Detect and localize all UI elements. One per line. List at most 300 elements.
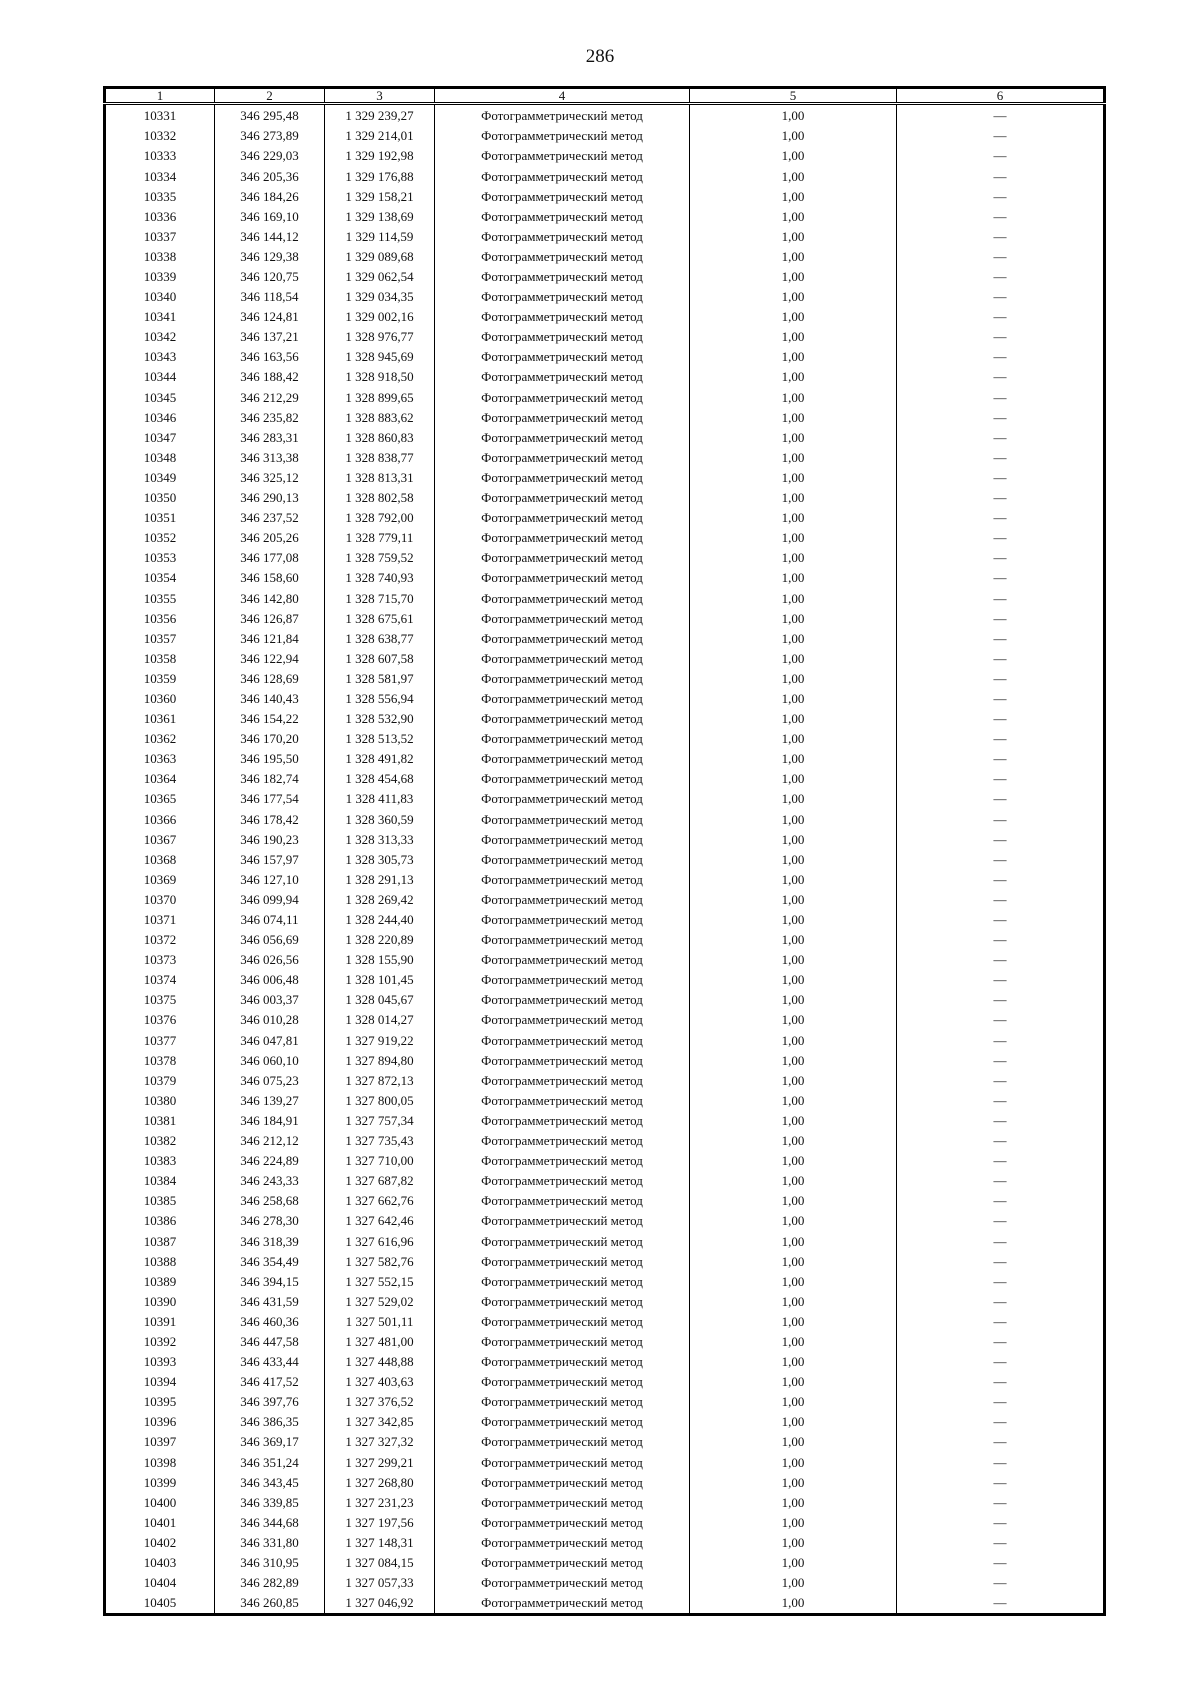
method-cell: Фотограмметрический метод xyxy=(435,890,690,910)
y-coordinate-cell: 1 328 715,70 xyxy=(325,588,435,608)
description-cell: — xyxy=(897,849,1105,869)
accuracy-cell: 1,00 xyxy=(690,1111,897,1131)
y-coordinate-cell: 1 328 607,58 xyxy=(325,649,435,669)
y-coordinate-cell: 1 328 360,59 xyxy=(325,809,435,829)
y-coordinate-cell: 1 328 945,69 xyxy=(325,347,435,367)
y-coordinate-cell: 1 329 176,88 xyxy=(325,166,435,186)
x-coordinate-cell: 346 006,48 xyxy=(215,970,325,990)
accuracy-cell: 1,00 xyxy=(690,508,897,528)
table-row xyxy=(105,448,1105,468)
table-row xyxy=(105,930,1105,950)
accuracy-cell: 1,00 xyxy=(690,1191,897,1211)
point-number-cell: 10354 xyxy=(105,568,215,588)
description-cell: — xyxy=(897,588,1105,608)
description-cell: — xyxy=(897,970,1105,990)
method-cell: Фотограмметрический метод xyxy=(435,146,690,166)
point-number-cell: 10356 xyxy=(105,608,215,628)
accuracy-cell: 1,00 xyxy=(690,1533,897,1553)
description-cell: — xyxy=(897,1593,1105,1615)
accuracy-cell: 1,00 xyxy=(690,1352,897,1372)
y-coordinate-cell: 1 327 148,31 xyxy=(325,1533,435,1553)
x-coordinate-cell: 346 010,28 xyxy=(215,1010,325,1030)
y-coordinate-cell: 1 327 299,21 xyxy=(325,1452,435,1472)
point-number-cell: 10404 xyxy=(105,1573,215,1593)
description-cell: — xyxy=(897,769,1105,789)
point-number-cell: 10368 xyxy=(105,849,215,869)
accuracy-cell: 1,00 xyxy=(690,749,897,769)
description-cell: — xyxy=(897,1191,1105,1211)
accuracy-cell: 1,00 xyxy=(690,1030,897,1050)
description-cell: — xyxy=(897,1071,1105,1091)
y-coordinate-cell: 1 328 305,73 xyxy=(325,849,435,869)
method-cell: Фотограмметрический метод xyxy=(435,1553,690,1573)
x-coordinate-cell: 346 170,20 xyxy=(215,729,325,749)
accuracy-cell: 1,00 xyxy=(690,186,897,206)
table-row xyxy=(105,287,1105,307)
accuracy-cell: 1,00 xyxy=(690,1392,897,1412)
point-number-cell: 10337 xyxy=(105,227,215,247)
description-cell: — xyxy=(897,1392,1105,1412)
x-coordinate-cell: 346 283,31 xyxy=(215,428,325,448)
accuracy-cell: 1,00 xyxy=(690,789,897,809)
description-cell: — xyxy=(897,146,1105,166)
point-number-cell: 10351 xyxy=(105,508,215,528)
method-cell: Фотограмметрический метод xyxy=(435,669,690,689)
method-cell: Фотограмметрический метод xyxy=(435,729,690,749)
description-cell: — xyxy=(897,649,1105,669)
y-coordinate-cell: 1 327 057,33 xyxy=(325,1573,435,1593)
y-coordinate-cell: 1 327 662,76 xyxy=(325,1191,435,1211)
accuracy-cell: 1,00 xyxy=(690,1312,897,1332)
point-number-cell: 10341 xyxy=(105,307,215,327)
description-cell: — xyxy=(897,709,1105,729)
point-number-cell: 10350 xyxy=(105,488,215,508)
x-coordinate-cell: 346 339,85 xyxy=(215,1492,325,1512)
y-coordinate-cell: 1 327 501,11 xyxy=(325,1312,435,1332)
table-row xyxy=(105,488,1105,508)
x-coordinate-cell: 346 369,17 xyxy=(215,1432,325,1452)
table-row xyxy=(105,1392,1105,1412)
y-coordinate-cell: 1 328 313,33 xyxy=(325,829,435,849)
accuracy-cell: 1,00 xyxy=(690,1452,897,1472)
table-row xyxy=(105,227,1105,247)
point-number-cell: 10355 xyxy=(105,588,215,608)
accuracy-cell: 1,00 xyxy=(690,1492,897,1512)
x-coordinate-cell: 346 195,50 xyxy=(215,749,325,769)
method-cell: Фотограмметрический метод xyxy=(435,1271,690,1291)
x-coordinate-cell: 346 158,60 xyxy=(215,568,325,588)
table-row xyxy=(105,126,1105,146)
method-cell: Фотограмметрический метод xyxy=(435,1211,690,1231)
accuracy-cell: 1,00 xyxy=(690,1271,897,1291)
x-coordinate-cell: 346 190,23 xyxy=(215,829,325,849)
method-cell: Фотограмметрический метод xyxy=(435,206,690,226)
accuracy-cell: 1,00 xyxy=(690,849,897,869)
method-cell: Фотограмметрический метод xyxy=(435,1010,690,1030)
x-coordinate-cell: 346 273,89 xyxy=(215,126,325,146)
point-number-cell: 10347 xyxy=(105,428,215,448)
method-cell: Фотограмметрический метод xyxy=(435,849,690,869)
description-cell: — xyxy=(897,689,1105,709)
description-cell: — xyxy=(897,1271,1105,1291)
method-cell: Фотограмметрический метод xyxy=(435,327,690,347)
point-number-cell: 10353 xyxy=(105,548,215,568)
method-cell: Фотограмметрический метод xyxy=(435,870,690,890)
x-coordinate-cell: 346 224,89 xyxy=(215,1151,325,1171)
y-coordinate-cell: 1 328 532,90 xyxy=(325,709,435,729)
accuracy-cell: 1,00 xyxy=(690,206,897,226)
description-cell: — xyxy=(897,287,1105,307)
y-coordinate-cell: 1 328 792,00 xyxy=(325,508,435,528)
description-cell: — xyxy=(897,548,1105,568)
table-row xyxy=(105,104,1105,127)
description-cell: — xyxy=(897,1050,1105,1070)
method-cell: Фотограмметрический метод xyxy=(435,950,690,970)
coordinates-table xyxy=(103,86,1106,1616)
x-coordinate-cell: 346 184,26 xyxy=(215,186,325,206)
table-row xyxy=(105,367,1105,387)
point-number-cell: 10339 xyxy=(105,267,215,287)
accuracy-cell: 1,00 xyxy=(690,870,897,890)
point-number-cell: 10396 xyxy=(105,1412,215,1432)
description-cell: — xyxy=(897,930,1105,950)
method-cell: Фотограмметрический метод xyxy=(435,1071,690,1091)
description-cell: — xyxy=(897,508,1105,528)
table-row xyxy=(105,528,1105,548)
description-cell: — xyxy=(897,1151,1105,1171)
x-coordinate-cell: 346 386,35 xyxy=(215,1412,325,1432)
x-coordinate-cell: 346 047,81 xyxy=(215,1030,325,1050)
table-row xyxy=(105,347,1105,367)
accuracy-cell: 1,00 xyxy=(690,1151,897,1171)
x-coordinate-cell: 346 120,75 xyxy=(215,267,325,287)
description-cell: — xyxy=(897,729,1105,749)
accuracy-cell: 1,00 xyxy=(690,126,897,146)
method-cell: Фотограмметрический метод xyxy=(435,166,690,186)
accuracy-cell: 1,00 xyxy=(690,588,897,608)
method-cell: Фотограмметрический метод xyxy=(435,568,690,588)
description-cell: — xyxy=(897,829,1105,849)
y-coordinate-cell: 1 328 838,77 xyxy=(325,448,435,468)
method-cell: Фотограмметрический метод xyxy=(435,1372,690,1392)
x-coordinate-cell: 346 178,42 xyxy=(215,809,325,829)
point-number-cell: 10391 xyxy=(105,1312,215,1332)
method-cell: Фотограмметрический метод xyxy=(435,307,690,327)
accuracy-cell: 1,00 xyxy=(690,448,897,468)
accuracy-cell: 1,00 xyxy=(690,488,897,508)
method-cell: Фотограмметрический метод xyxy=(435,709,690,729)
y-coordinate-cell: 1 327 757,34 xyxy=(325,1111,435,1131)
point-number-cell: 10392 xyxy=(105,1332,215,1352)
description-cell: — xyxy=(897,367,1105,387)
x-coordinate-cell: 346 139,27 xyxy=(215,1091,325,1111)
description-cell: — xyxy=(897,206,1105,226)
x-coordinate-cell: 346 137,21 xyxy=(215,327,325,347)
y-coordinate-cell: 1 329 158,21 xyxy=(325,186,435,206)
table-row xyxy=(105,508,1105,528)
description-cell: — xyxy=(897,1091,1105,1111)
method-cell: Фотограмметрический метод xyxy=(435,104,690,127)
description-cell: — xyxy=(897,1111,1105,1131)
y-coordinate-cell: 1 328 269,42 xyxy=(325,890,435,910)
accuracy-cell: 1,00 xyxy=(690,1071,897,1091)
x-coordinate-cell: 346 205,36 xyxy=(215,166,325,186)
method-cell: Фотограмметрический метод xyxy=(435,649,690,669)
accuracy-cell: 1,00 xyxy=(690,628,897,648)
y-coordinate-cell: 1 328 014,27 xyxy=(325,1010,435,1030)
point-number-cell: 10378 xyxy=(105,1050,215,1070)
description-cell: — xyxy=(897,608,1105,628)
description-cell: — xyxy=(897,1372,1105,1392)
y-coordinate-cell: 1 328 454,68 xyxy=(325,769,435,789)
y-coordinate-cell: 1 327 084,15 xyxy=(325,1553,435,1573)
y-coordinate-cell: 1 327 529,02 xyxy=(325,1292,435,1312)
table-row xyxy=(105,729,1105,749)
x-coordinate-cell: 346 237,52 xyxy=(215,508,325,528)
point-number-cell: 10332 xyxy=(105,126,215,146)
description-cell: — xyxy=(897,387,1105,407)
table-row xyxy=(105,829,1105,849)
description-cell: — xyxy=(897,1312,1105,1332)
accuracy-cell: 1,00 xyxy=(690,104,897,127)
description-cell: — xyxy=(897,809,1105,829)
y-coordinate-cell: 1 327 552,15 xyxy=(325,1271,435,1291)
y-coordinate-cell: 1 328 045,67 xyxy=(325,990,435,1010)
table-row xyxy=(105,669,1105,689)
table-row xyxy=(105,1131,1105,1151)
method-cell: Фотограмметрический метод xyxy=(435,1412,690,1432)
point-number-cell: 10377 xyxy=(105,1030,215,1050)
x-coordinate-cell: 346 290,13 xyxy=(215,488,325,508)
x-coordinate-cell: 346 154,22 xyxy=(215,709,325,729)
header-col-2: 2 xyxy=(215,88,325,104)
y-coordinate-cell: 1 327 582,76 xyxy=(325,1251,435,1271)
method-cell: Фотограмметрический метод xyxy=(435,930,690,950)
method-cell: Фотограмметрический метод xyxy=(435,508,690,528)
y-coordinate-cell: 1 327 735,43 xyxy=(325,1131,435,1151)
table-row xyxy=(105,1251,1105,1271)
method-cell: Фотограмметрический метод xyxy=(435,1432,690,1452)
y-coordinate-cell: 1 328 675,61 xyxy=(325,608,435,628)
point-number-cell: 10363 xyxy=(105,749,215,769)
y-coordinate-cell: 1 329 114,59 xyxy=(325,227,435,247)
point-number-cell: 10333 xyxy=(105,146,215,166)
y-coordinate-cell: 1 327 919,22 xyxy=(325,1030,435,1050)
description-cell: — xyxy=(897,1251,1105,1271)
x-coordinate-cell: 346 205,26 xyxy=(215,528,325,548)
table-row xyxy=(105,588,1105,608)
table-row xyxy=(105,1372,1105,1392)
point-number-cell: 10402 xyxy=(105,1533,215,1553)
method-cell: Фотограмметрический метод xyxy=(435,227,690,247)
table-row xyxy=(105,468,1105,488)
y-coordinate-cell: 1 327 046,92 xyxy=(325,1593,435,1615)
table-row xyxy=(105,1271,1105,1291)
accuracy-cell: 1,00 xyxy=(690,809,897,829)
table-row xyxy=(105,849,1105,869)
x-coordinate-cell: 346 157,97 xyxy=(215,849,325,869)
accuracy-cell: 1,00 xyxy=(690,367,897,387)
y-coordinate-cell: 1 327 800,05 xyxy=(325,1091,435,1111)
point-number-cell: 10369 xyxy=(105,870,215,890)
x-coordinate-cell: 346 235,82 xyxy=(215,407,325,427)
x-coordinate-cell: 346 431,59 xyxy=(215,1292,325,1312)
accuracy-cell: 1,00 xyxy=(690,608,897,628)
method-cell: Фотограмметрический метод xyxy=(435,1392,690,1412)
y-coordinate-cell: 1 329 034,35 xyxy=(325,287,435,307)
point-number-cell: 10360 xyxy=(105,689,215,709)
x-coordinate-cell: 346 118,54 xyxy=(215,287,325,307)
y-coordinate-cell: 1 327 710,00 xyxy=(325,1151,435,1171)
y-coordinate-cell: 1 329 089,68 xyxy=(325,247,435,267)
accuracy-cell: 1,00 xyxy=(690,1231,897,1251)
table-row xyxy=(105,1091,1105,1111)
table-row xyxy=(105,166,1105,186)
y-coordinate-cell: 1 327 403,63 xyxy=(325,1372,435,1392)
point-number-cell: 10384 xyxy=(105,1171,215,1191)
header-col-6: 6 xyxy=(897,88,1105,104)
point-number-cell: 10364 xyxy=(105,769,215,789)
method-cell: Фотограмметрический метод xyxy=(435,789,690,809)
point-number-cell: 10372 xyxy=(105,930,215,950)
description-cell: — xyxy=(897,166,1105,186)
method-cell: Фотограмметрический метод xyxy=(435,1111,690,1131)
y-coordinate-cell: 1 328 556,94 xyxy=(325,689,435,709)
y-coordinate-cell: 1 328 411,83 xyxy=(325,789,435,809)
method-cell: Фотограмметрический метод xyxy=(435,1492,690,1512)
y-coordinate-cell: 1 327 894,80 xyxy=(325,1050,435,1070)
accuracy-cell: 1,00 xyxy=(690,950,897,970)
table-row xyxy=(105,1171,1105,1191)
accuracy-cell: 1,00 xyxy=(690,1553,897,1573)
point-number-cell: 10362 xyxy=(105,729,215,749)
accuracy-cell: 1,00 xyxy=(690,709,897,729)
x-coordinate-cell: 346 325,12 xyxy=(215,468,325,488)
method-cell: Фотограмметрический метод xyxy=(435,1251,690,1271)
point-number-cell: 10400 xyxy=(105,1492,215,1512)
method-cell: Фотограмметрический метод xyxy=(435,387,690,407)
accuracy-cell: 1,00 xyxy=(690,1010,897,1030)
point-number-cell: 10374 xyxy=(105,970,215,990)
accuracy-cell: 1,00 xyxy=(690,689,897,709)
y-coordinate-cell: 1 327 376,52 xyxy=(325,1392,435,1412)
method-cell: Фотограмметрический метод xyxy=(435,608,690,628)
x-coordinate-cell: 346 243,33 xyxy=(215,1171,325,1191)
method-cell: Фотограмметрический метод xyxy=(435,1352,690,1372)
accuracy-cell: 1,00 xyxy=(690,1171,897,1191)
description-cell: — xyxy=(897,1352,1105,1372)
table-header xyxy=(105,88,1105,104)
accuracy-cell: 1,00 xyxy=(690,1573,897,1593)
point-number-cell: 10376 xyxy=(105,1010,215,1030)
accuracy-cell: 1,00 xyxy=(690,387,897,407)
point-number-cell: 10380 xyxy=(105,1091,215,1111)
point-number-cell: 10344 xyxy=(105,367,215,387)
description-cell: — xyxy=(897,950,1105,970)
point-number-cell: 10401 xyxy=(105,1513,215,1533)
method-cell: Фотограмметрический метод xyxy=(435,689,690,709)
point-number-cell: 10382 xyxy=(105,1131,215,1151)
description-cell: — xyxy=(897,448,1105,468)
description-cell: — xyxy=(897,227,1105,247)
accuracy-cell: 1,00 xyxy=(690,347,897,367)
accuracy-cell: 1,00 xyxy=(690,1292,897,1312)
point-number-cell: 10375 xyxy=(105,990,215,1010)
point-number-cell: 10357 xyxy=(105,628,215,648)
description-cell: — xyxy=(897,628,1105,648)
y-coordinate-cell: 1 328 638,77 xyxy=(325,628,435,648)
table-row xyxy=(105,568,1105,588)
table-row xyxy=(105,950,1105,970)
table-row xyxy=(105,1010,1105,1030)
x-coordinate-cell: 346 074,11 xyxy=(215,910,325,930)
table-row xyxy=(105,1412,1105,1432)
x-coordinate-cell: 346 099,94 xyxy=(215,890,325,910)
y-coordinate-cell: 1 328 220,89 xyxy=(325,930,435,950)
description-cell: — xyxy=(897,488,1105,508)
method-cell: Фотограмметрический метод xyxy=(435,749,690,769)
point-number-cell: 10373 xyxy=(105,950,215,970)
x-coordinate-cell: 346 310,95 xyxy=(215,1553,325,1573)
y-coordinate-cell: 1 327 327,32 xyxy=(325,1432,435,1452)
y-coordinate-cell: 1 329 214,01 xyxy=(325,126,435,146)
point-number-cell: 10335 xyxy=(105,186,215,206)
description-cell: — xyxy=(897,1332,1105,1352)
table-row xyxy=(105,1111,1105,1131)
accuracy-cell: 1,00 xyxy=(690,729,897,749)
description-cell: — xyxy=(897,1010,1105,1030)
x-coordinate-cell: 346 182,74 xyxy=(215,769,325,789)
x-coordinate-cell: 346 354,49 xyxy=(215,1251,325,1271)
point-number-cell: 10371 xyxy=(105,910,215,930)
method-cell: Фотограмметрический метод xyxy=(435,186,690,206)
method-cell: Фотограмметрический метод xyxy=(435,1191,690,1211)
x-coordinate-cell: 346 126,87 xyxy=(215,608,325,628)
table-row xyxy=(105,970,1105,990)
table-row xyxy=(105,307,1105,327)
point-number-cell: 10393 xyxy=(105,1352,215,1372)
method-cell: Фотограмметрический метод xyxy=(435,1091,690,1111)
y-coordinate-cell: 1 328 918,50 xyxy=(325,367,435,387)
accuracy-cell: 1,00 xyxy=(690,428,897,448)
table-row xyxy=(105,890,1105,910)
accuracy-cell: 1,00 xyxy=(690,1211,897,1231)
y-coordinate-cell: 1 327 481,00 xyxy=(325,1332,435,1352)
accuracy-cell: 1,00 xyxy=(690,1472,897,1492)
accuracy-cell: 1,00 xyxy=(690,970,897,990)
header-col-1: 1 xyxy=(105,88,215,104)
y-coordinate-cell: 1 328 244,40 xyxy=(325,910,435,930)
x-coordinate-cell: 346 343,45 xyxy=(215,1472,325,1492)
y-coordinate-cell: 1 328 581,97 xyxy=(325,669,435,689)
method-cell: Фотограмметрический метод xyxy=(435,287,690,307)
point-number-cell: 10365 xyxy=(105,789,215,809)
header-col-3: 3 xyxy=(325,88,435,104)
table-row xyxy=(105,1573,1105,1593)
description-cell: — xyxy=(897,890,1105,910)
accuracy-cell: 1,00 xyxy=(690,910,897,930)
x-coordinate-cell: 346 433,44 xyxy=(215,1352,325,1372)
table-row xyxy=(105,548,1105,568)
x-coordinate-cell: 346 163,56 xyxy=(215,347,325,367)
point-number-cell: 10386 xyxy=(105,1211,215,1231)
y-coordinate-cell: 1 329 192,98 xyxy=(325,146,435,166)
method-cell: Фотограмметрический метод xyxy=(435,1593,690,1615)
table-row xyxy=(105,327,1105,347)
description-cell: — xyxy=(897,267,1105,287)
table-row xyxy=(105,1513,1105,1533)
description-cell: — xyxy=(897,789,1105,809)
